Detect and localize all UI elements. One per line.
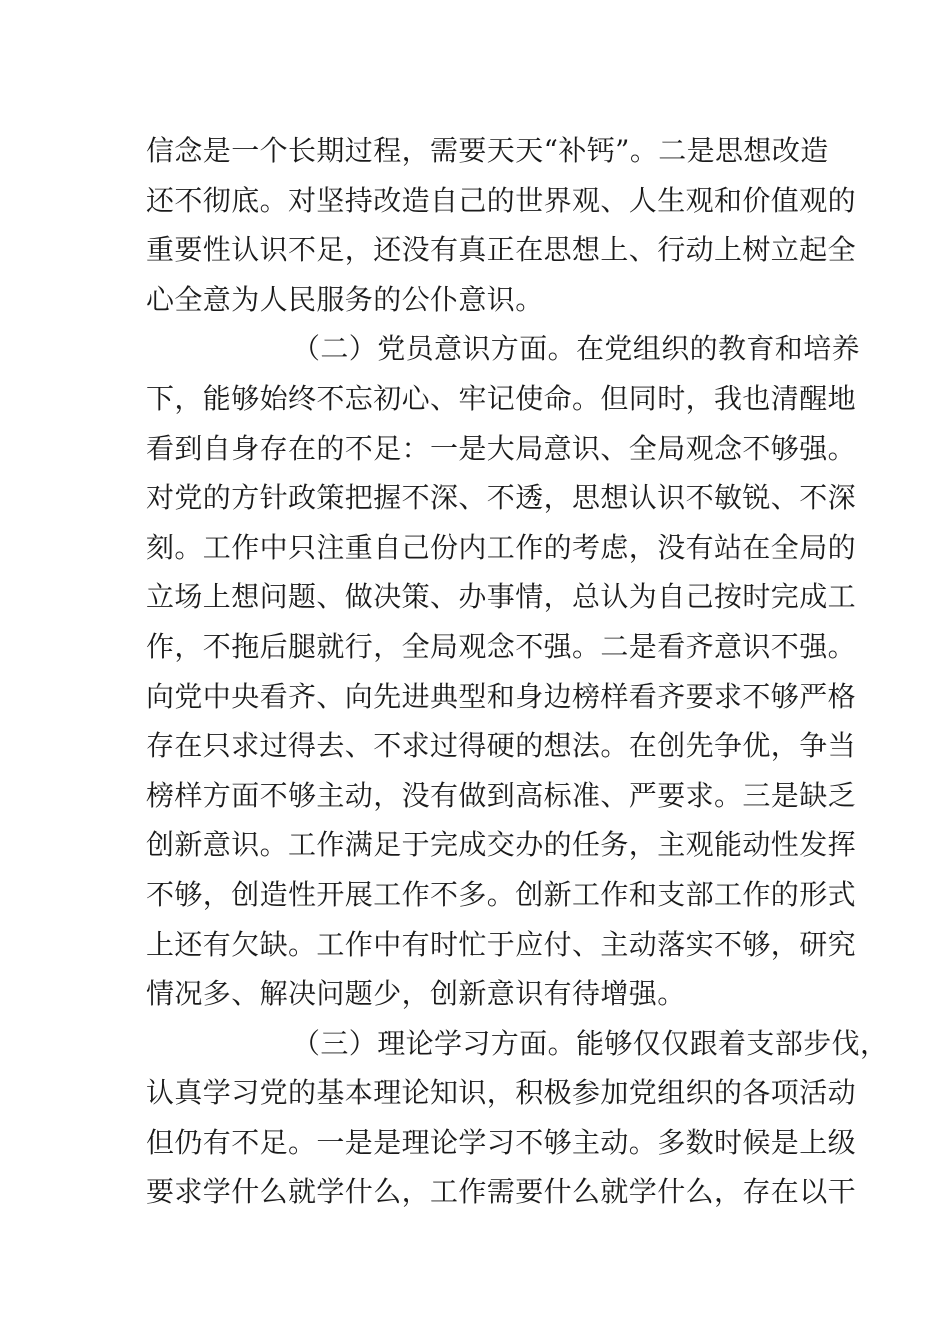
text-line: 但仍有不足。一是是理论学习不够主动。多数时候是上级 bbox=[146, 1125, 857, 1159]
text-line: 还不彻底。对坚持改造自己的世界观、人生观和价值观的 bbox=[146, 183, 857, 217]
text-line: 作，不拖后腿就行，全局观念不强。二是看齐意识不强。 bbox=[146, 629, 857, 663]
text-line: 下，能够始终不忘初心、牢记使命。但同时，我也清醒地 bbox=[146, 381, 857, 415]
paragraph-heading-line: （二）党员意识方面。在党组织的教育和培养 bbox=[292, 332, 861, 366]
text-line: 对党的方针政策把握不深、不透，思想认识不敏锐、不深 bbox=[146, 481, 857, 515]
text-line: 向党中央看齐、向先进典型和身边榜样看齐要求不够严格 bbox=[146, 679, 857, 713]
text-line: 心全意为人民服务的公仆意识。 bbox=[146, 282, 544, 316]
text-line: 榜样方面不够主动，没有做到高标准、严要求。三是缺乏 bbox=[146, 778, 857, 812]
text-line: 认真学习党的基本理论知识，积极参加党组织的各项活动 bbox=[146, 1076, 857, 1110]
text-line: 创新意识。工作满足于完成交办的任务，主观能动性发挥 bbox=[146, 828, 857, 862]
text-line: 看到自身存在的不足：一是大局意识、全局观念不够强。 bbox=[146, 431, 857, 465]
text-line: 重要性认识不足，还没有真正在思想上、行动上树立起全 bbox=[146, 233, 857, 267]
text-line: 要求学什么就学什么，工作需要什么就学什么，存在以干 bbox=[146, 1175, 857, 1209]
text-line: 存在只求过得去、不求过得硬的想法。在创先争优，争当 bbox=[146, 729, 857, 763]
text-line: 上还有欠缺。工作中有时忙于应付、主动落实不够，研究 bbox=[146, 927, 857, 961]
paragraph-heading-line: （三）理论学习方面。能够仅仅跟着支部步伐， bbox=[292, 1026, 889, 1060]
document-body-text bbox=[146, 126, 889, 1217]
text-line: 情况多、解决问题少，创新意识有待增强。 bbox=[146, 977, 686, 1011]
text-line: 立场上想问题、做决策、办事情，总认为自己按时完成工 bbox=[146, 580, 857, 614]
text-line: 信念是一个长期过程，需要天天“补钙”。二是思想改造 bbox=[146, 134, 829, 167]
text-line: 不够，创造性开展工作不多。创新工作和支部工作的形式 bbox=[146, 877, 857, 911]
text-line: 刻。工作中只注重自己份内工作的考虑，没有站在全局的 bbox=[146, 530, 857, 564]
